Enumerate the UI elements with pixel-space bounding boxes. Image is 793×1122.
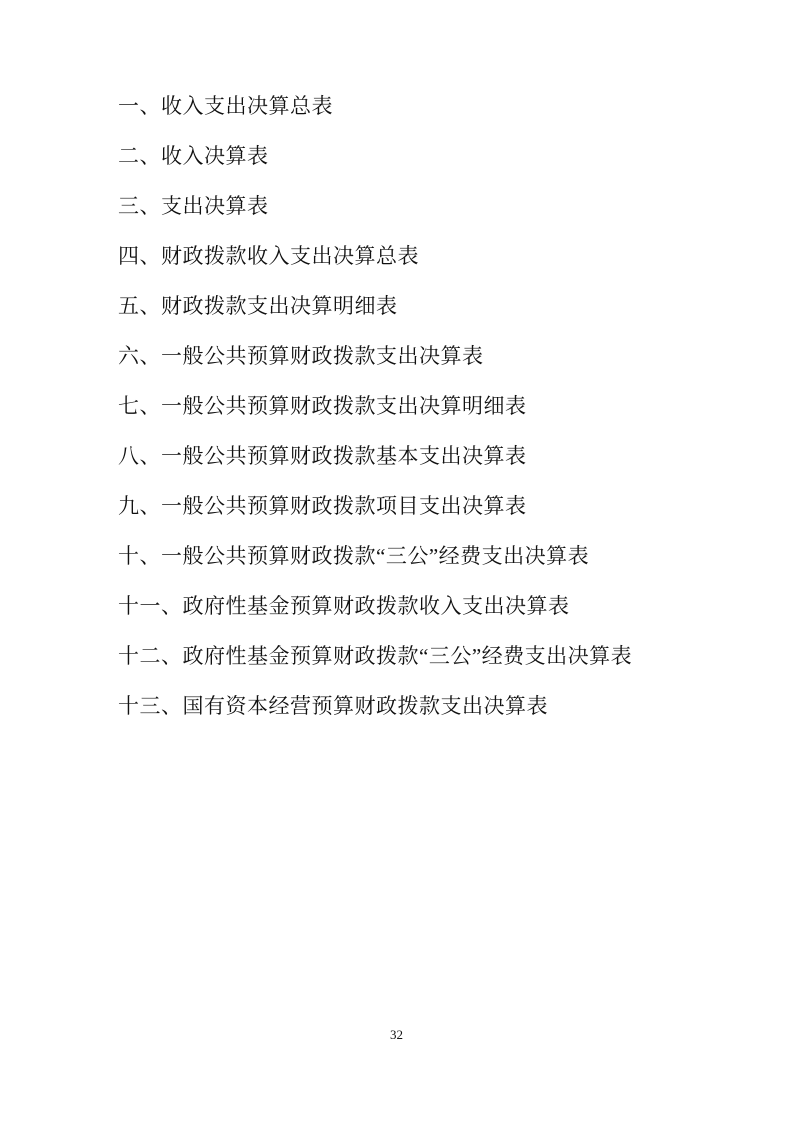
page-number: 32 — [390, 1027, 403, 1042]
toc-item: 六、一般公共预算财政拨款支出决算表 — [118, 344, 484, 368]
toc-item: 二、收入决算表 — [118, 144, 269, 168]
toc-item: 十二、政府性基金预算财政拨款“三公”经费支出决算表 — [118, 644, 633, 668]
toc-item: 五、财政拨款支出决算明细表 — [118, 294, 398, 318]
toc-item: 十三、国有资本经营预算财政拨款支出决算表 — [118, 694, 548, 718]
toc-item: 八、一般公共预算财政拨款基本支出决算表 — [118, 444, 527, 468]
toc-item: 十、一般公共预算财政拨款“三公”经费支出决算表 — [118, 544, 590, 568]
toc-item: 九、一般公共预算财政拨款项目支出决算表 — [118, 494, 527, 518]
toc-item: 四、财政拨款收入支出决算总表 — [118, 244, 419, 268]
table-of-contents — [118, 96, 678, 746]
toc-item: 十一、政府性基金预算财政拨款收入支出决算表 — [118, 594, 570, 618]
toc-item: 一、收入支出决算总表 — [118, 94, 333, 118]
toc-item: 三、支出决算表 — [118, 194, 269, 218]
toc-item: 七、一般公共预算财政拨款支出决算明细表 — [118, 394, 527, 418]
